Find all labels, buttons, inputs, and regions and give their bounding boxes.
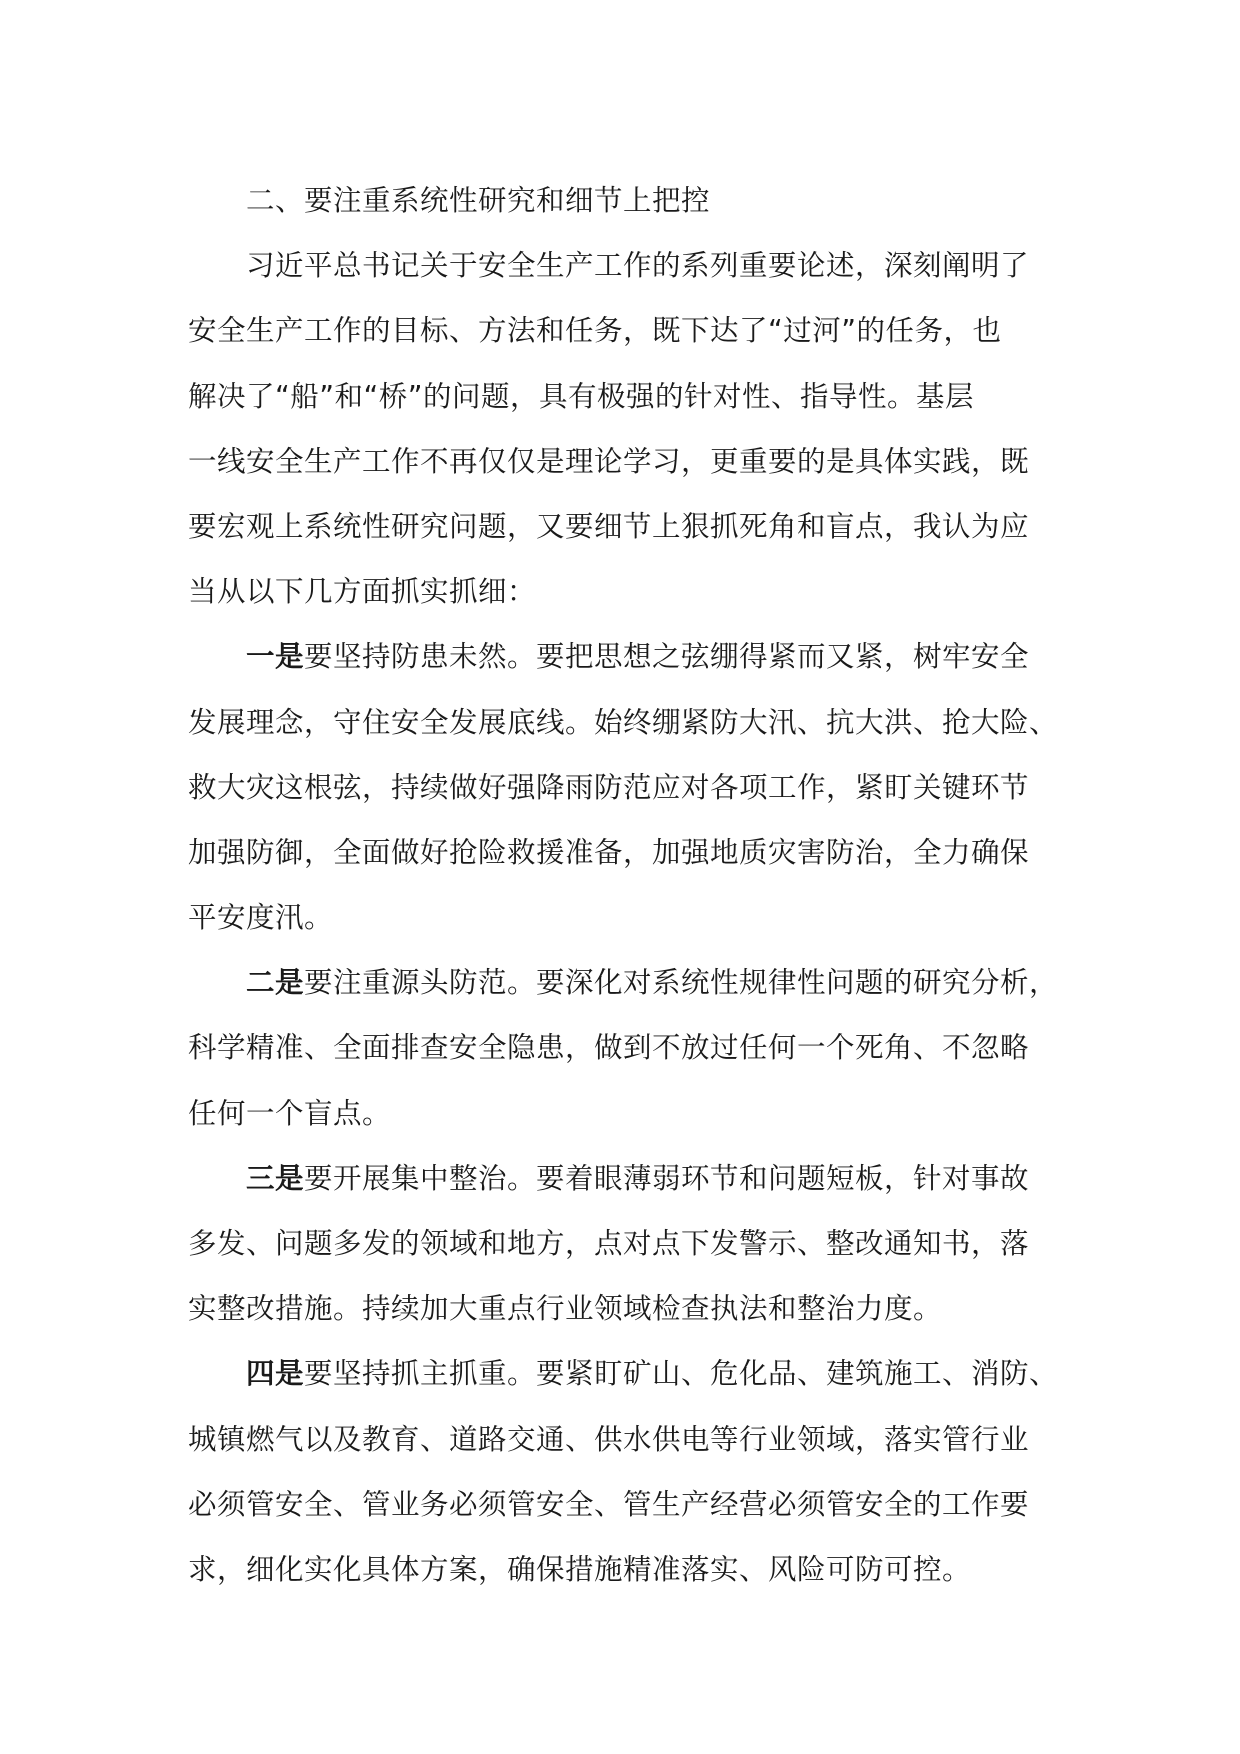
paragraph-line: 解决了“船”和“桥”的问题，具有极强的针对性、指导性。基层	[188, 379, 975, 413]
document-page	[188, 168, 1068, 1602]
paragraph-line: 救大灾这根弦，持续做好强降雨防范应对各项工作，紧盯关键环节	[188, 770, 1030, 804]
paragraph-line: 任何一个盲点。	[188, 1096, 392, 1130]
paragraph-text: 要开展集中整治。要着眼薄弱环节和问题短板，针对事故	[304, 1161, 1030, 1195]
paragraph-line	[188, 624, 1068, 689]
paragraph-line	[188, 950, 1068, 1015]
paragraph-line: 多发、问题多发的领域和地方，点对点下发警示、整改通知书，落	[188, 1227, 1030, 1260]
point-two-paragraph	[188, 950, 1068, 1146]
point-one-paragraph	[188, 624, 1068, 950]
paragraph-line: 城镇燃气以及教育、道路交通、供水供电等行业领域，落实管行业	[188, 1422, 1030, 1456]
paragraph-line	[188, 1146, 1068, 1211]
paragraph-line: 当从以下几方面抓实抓细：	[188, 575, 537, 609]
paragraph-line: 发展理念，守住安全发展底线。始终绷紧防大汛、抗大洪、抢大险、	[188, 705, 1059, 739]
paragraph-line: 习近平总书记关于安全生产工作的系列重要论述，深刻阐明了	[246, 249, 1030, 283]
paragraph-line: 必须管安全、管业务必须管安全、管生产经营必须管安全的工作要	[188, 1487, 1030, 1521]
paragraph-line: 科学精准、全面排查安全隐患，做到不放过任何一个死角、不忽略	[188, 1031, 1030, 1065]
paragraph-line: 加强防御，全面做好抢险救援准备，加强地质灾害防治，全力确保	[188, 835, 1030, 869]
intro-paragraph	[188, 233, 1068, 624]
paragraph-line: 一线安全生产工作不再仅仅是理论学习，更重要的是具体实践，既	[188, 444, 1030, 478]
paragraph-line: 安全生产工作的目标、方法和任务，既下达了“过河”的任务，也	[188, 314, 1002, 348]
point-lead: 三是	[246, 1161, 305, 1195]
point-three-paragraph	[188, 1146, 1068, 1342]
paragraph-line	[188, 1341, 1068, 1406]
point-lead: 一是	[246, 640, 305, 674]
point-lead: 二是	[246, 966, 305, 1000]
section-heading: 二、要注重系统性研究和细节上把控	[246, 184, 711, 217]
paragraph-line: 平安度汛。	[188, 901, 334, 935]
paragraph-text: 要注重源头防范。要深化对系统性规律性问题的研究分析，	[304, 966, 1059, 1000]
point-lead: 四是	[246, 1357, 305, 1391]
paragraph-line: 求，细化实化具体方案，确保措施精准落实、风险可防可控。	[188, 1552, 972, 1586]
paragraph-text: 要坚持抓主抓重。要紧盯矿山、危化品、建筑施工、消防、	[304, 1357, 1059, 1391]
point-four-paragraph	[188, 1341, 1068, 1602]
paragraph-line: 实整改措施。持续加大重点行业领域检查执法和整治力度。	[188, 1292, 943, 1326]
paragraph-line: 要宏观上系统性研究问题，又要细节上狠抓死角和盲点，我认为应	[188, 509, 1030, 543]
paragraph-text: 要坚持防患未然。要把思想之弦绷得紧而又紧，树牢安全	[304, 640, 1030, 674]
